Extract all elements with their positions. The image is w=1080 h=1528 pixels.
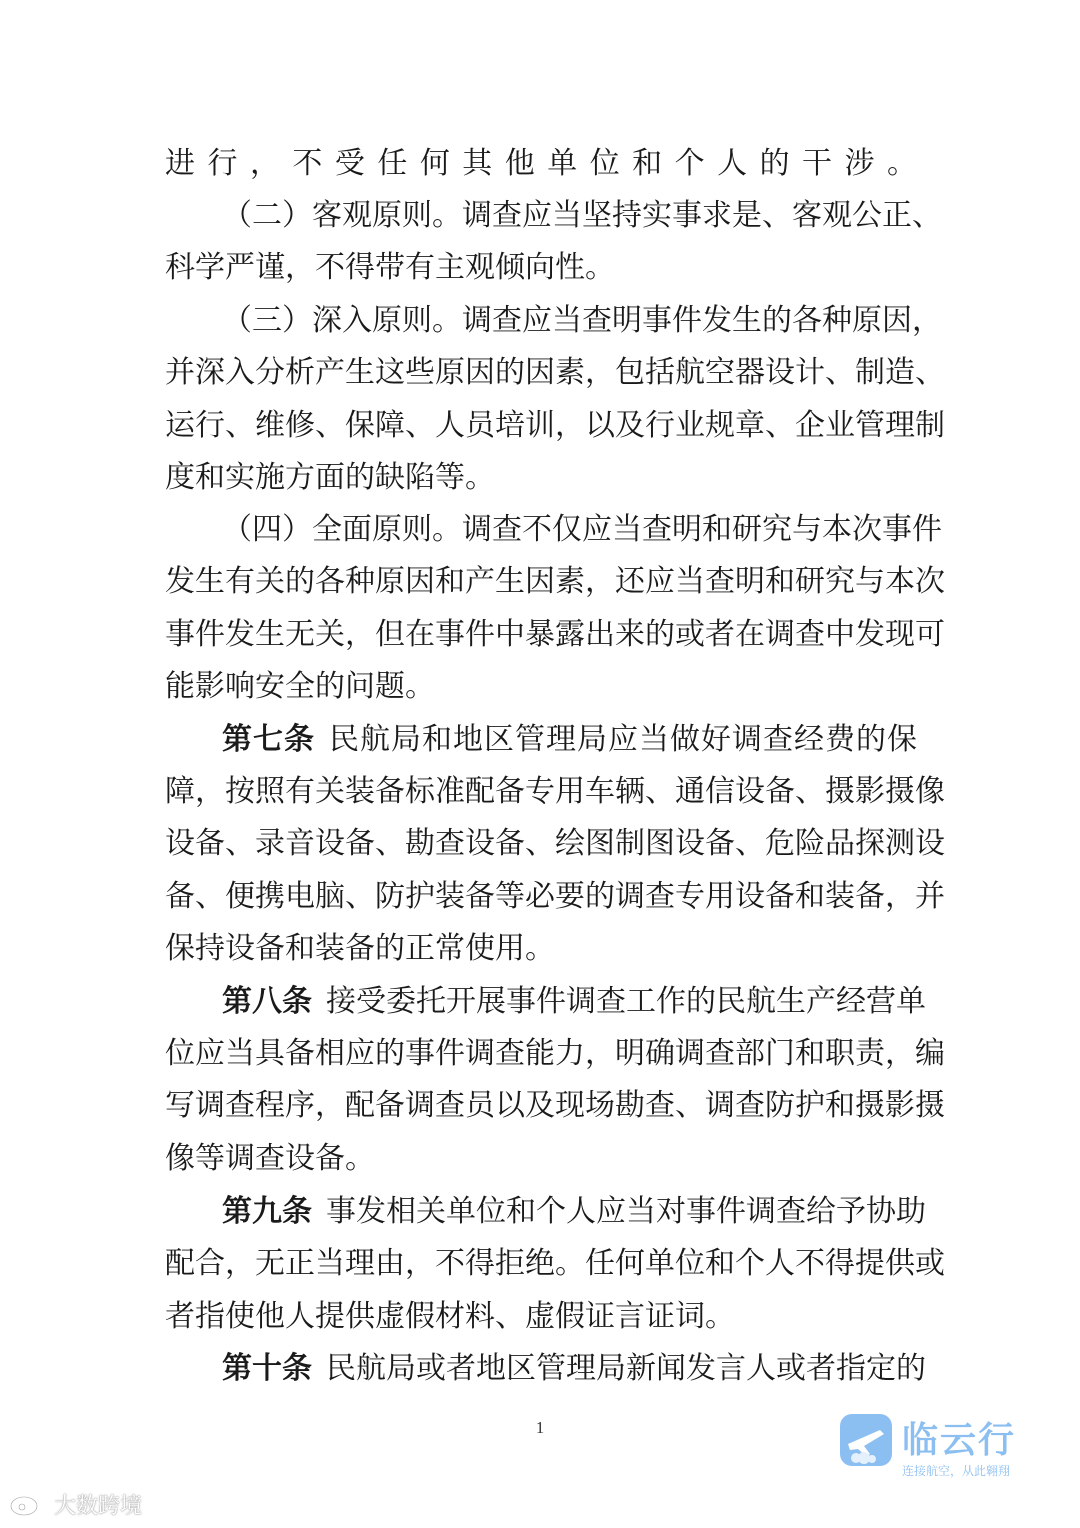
weibo-icon — [8, 1491, 48, 1517]
text-line: 保持设备和装备的正常使用。 — [165, 931, 555, 966]
text-line: 事件发生无关，但在事件中暴露出来的或者在调查中发现可 — [165, 617, 945, 652]
text-line: 度和实施方面的缺陷等。 — [165, 460, 495, 495]
text-line: （四）全面原则。调查不仅应当查明和研究与本次事件 — [222, 512, 942, 547]
text-line: （二）客观原则。调查应当坚持实事求是、客观公正、 — [222, 198, 942, 233]
watermark-text: 大数跨境 — [54, 1493, 143, 1519]
page-number: 1 — [535, 1418, 545, 1437]
text-line: 并深入分析产生这些原因的因素，包括航空器设计、制造、 — [165, 355, 945, 390]
watermark-title: 临云行 — [902, 1420, 1017, 1461]
text-line: 写调查程序，配备调查员以及现场勘查、调查防护和摄影摄 — [165, 1088, 945, 1123]
airplane-cloud-icon — [840, 1414, 892, 1466]
watermark-linyunxing — [840, 1412, 1040, 1492]
text-line: 像等调查设备。 — [165, 1141, 375, 1176]
text-line: 民航局或者地区管理局新闻发言人或者指定的 — [326, 1351, 926, 1386]
text-line: 配合，无正当理由，不得拒绝。任何单位和个人不得提供或 — [165, 1246, 945, 1281]
article-8-first-line — [222, 982, 926, 1022]
text-line: 运行、维修、保障、人员培训，以及行业规章、企业管理制 — [165, 408, 945, 443]
text-line: 科学严谨，不得带有主观倾向性。 — [165, 250, 615, 285]
watermark-dashukuajing — [8, 1488, 142, 1520]
article-7-first-line — [222, 720, 917, 760]
text-line: 备、便携电脑、防护装备等必要的调查专用设备和装备，并 — [165, 879, 945, 914]
article-label: 第八条 — [222, 984, 312, 1019]
text-line: 民航局和地区管理局应当做好调查经费的保 — [329, 722, 917, 757]
text-line: 位应当具备相应的事件调查能力，明确调查部门和职责，编 — [165, 1036, 945, 1071]
text-line: 者指使他人提供虚假材料、虚假证言证词。 — [165, 1299, 735, 1334]
text-line: 发生有关的各种原因和产生因素，还应当查明和研究与本次 — [165, 564, 945, 599]
watermark-slogan: 连接航空，从此翱翔 — [902, 1464, 1011, 1478]
text-line: 设备、录音设备、勘查设备、绘图制图设备、危险品探测设 — [165, 826, 945, 861]
text-line: 事发相关单位和个人应当对事件调查给予协助 — [326, 1194, 926, 1229]
article-10-first-line — [222, 1349, 926, 1389]
article-label: 第十条 — [222, 1351, 312, 1386]
article-label: 第九条 — [222, 1194, 312, 1229]
text-line: 接受委托开展事件调查工作的民航生产经营单 — [326, 984, 926, 1019]
text-line: 能影响安全的问题。 — [165, 669, 435, 704]
text-line: （三）深入原则。调查应当查明事件发生的各种原因， — [222, 303, 942, 338]
article-9-first-line — [222, 1192, 926, 1232]
article-label: 第七条 — [222, 722, 315, 757]
text-line: 障，按照有关装备标准配备专用车辆、通信设备、摄影摄像 — [165, 774, 945, 809]
text-line: 进行，不受任何其他单位和个人的干涉。 — [165, 146, 917, 181]
